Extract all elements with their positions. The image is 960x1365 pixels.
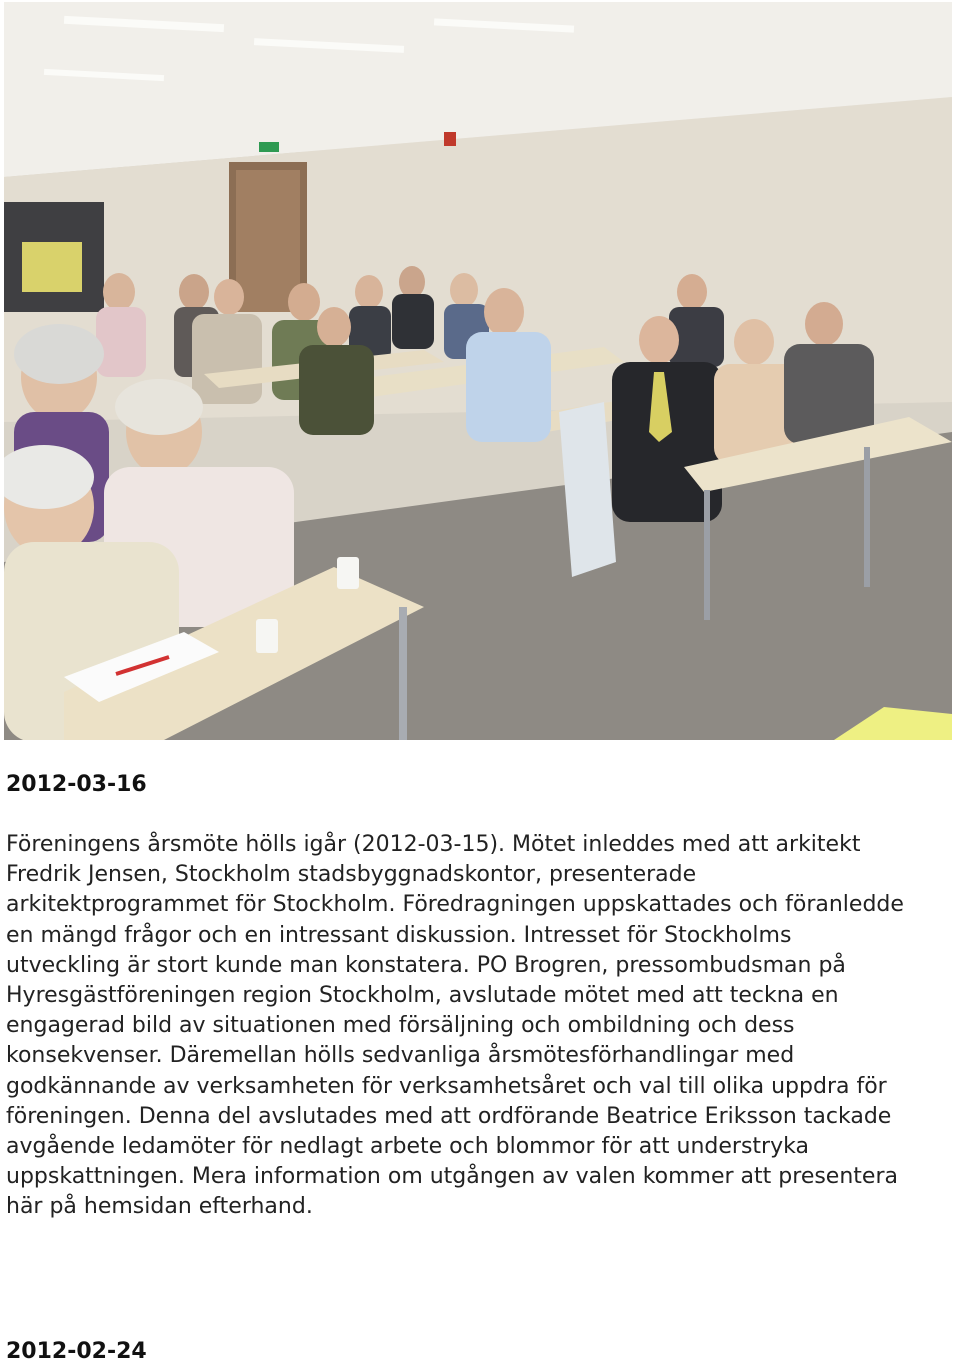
meeting-audience-photo-icon [4, 2, 952, 740]
entry-date: 2012-02-24 [6, 1339, 147, 1364]
entry-date: 2012-03-16 [6, 772, 147, 797]
meeting-photo [4, 2, 952, 740]
entry-text: Föreningens årsmöte hölls igår (2012-03-15). Mötet inleddes med att arkitekt Fredrik Jensen, Stockholm stadsbyggnadskontor, presenterade arkitektprogrammet för Stockholm. Föredragningen uppskattades och föranledde en mängd frågor och en intressant diskussion. Intresset för Stockholms utveckling är stort kunde man konstatera. PO Brogren, pressombudsman på Hyresgästföreningen region Stockholm, avslutade mötet med att teckna en engagerad bild av situationen med försäljning och ombildning och dess konsekvenser. Däremellan hölls sedvanliga årsmötesförhandlingar med godkännande av verksamheten för verksamhetsåret och val till olika uppdra för föreningen. Denna del avslutades med att ordförande Beatrice Eriksson tackade avgående ledamöter för nedlagt arbete och blommor för att understryka uppskattningen. Mera information om utgången av valen kommer att presentera här på hemsidan efterhand. [6, 832, 904, 1220]
